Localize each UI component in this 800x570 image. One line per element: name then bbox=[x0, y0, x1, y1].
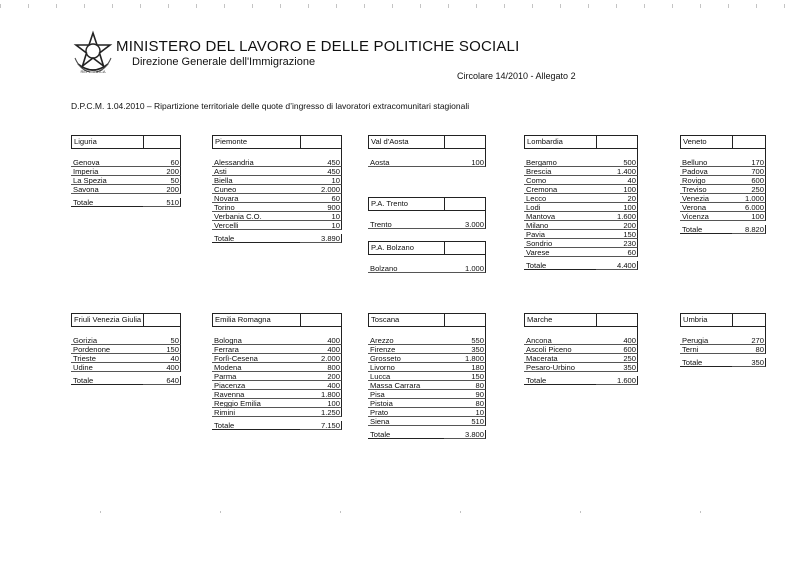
region-table-umbria bbox=[680, 313, 766, 367]
province-name: Massa Carrara bbox=[368, 381, 444, 390]
province-row bbox=[212, 345, 342, 354]
total-value: 3.890 bbox=[300, 234, 342, 243]
total-value: 510 bbox=[143, 198, 181, 207]
province-name: Piacenza bbox=[212, 381, 300, 390]
total-row bbox=[680, 225, 766, 234]
province-row bbox=[212, 381, 342, 390]
total-label: Totale bbox=[524, 261, 596, 270]
province-quota: 600 bbox=[596, 345, 638, 354]
province-row bbox=[524, 230, 638, 239]
province-row bbox=[368, 372, 486, 381]
province-name: Imperia bbox=[71, 167, 143, 176]
province-name: Aosta bbox=[368, 158, 444, 167]
total-label: Totale bbox=[524, 376, 596, 385]
province-quota: 10 bbox=[300, 221, 342, 230]
region-name: Liguria bbox=[71, 136, 143, 148]
province-name: Prato bbox=[368, 408, 444, 417]
province-name: Parma bbox=[212, 372, 300, 381]
province-row bbox=[368, 408, 486, 417]
province-row bbox=[524, 194, 638, 203]
province-quota: 60 bbox=[143, 158, 181, 167]
total-value: 1.600 bbox=[596, 376, 638, 385]
province-name: Como bbox=[524, 176, 596, 185]
province-name: La Spezia bbox=[71, 176, 143, 185]
region-name: Umbria bbox=[680, 314, 732, 326]
province-name: Padova bbox=[680, 167, 732, 176]
province-row bbox=[524, 176, 638, 185]
province-quota: 80 bbox=[444, 399, 486, 408]
province-row bbox=[71, 167, 181, 176]
region-table-lombardia bbox=[524, 135, 638, 270]
province-quota: 40 bbox=[143, 354, 181, 363]
province-quota: 1.600 bbox=[596, 212, 638, 221]
province-quota: 1.000 bbox=[732, 194, 766, 203]
svg-text:REPVBBLICA: REPVBBLICA bbox=[80, 69, 106, 74]
province-quota: 400 bbox=[596, 336, 638, 345]
province-name: Pavia bbox=[524, 230, 596, 239]
province-row bbox=[524, 345, 638, 354]
province-row bbox=[368, 354, 486, 363]
region-name: Lombardia bbox=[524, 136, 596, 148]
region-table-marche bbox=[524, 313, 638, 385]
province-row bbox=[680, 185, 766, 194]
province-name: Grosseto bbox=[368, 354, 444, 363]
total-value: 640 bbox=[143, 376, 181, 385]
province-row bbox=[524, 239, 638, 248]
region-table-liguria bbox=[71, 135, 181, 207]
total-value: 3.800 bbox=[444, 430, 486, 439]
total-row bbox=[524, 376, 638, 385]
province-row bbox=[212, 372, 342, 381]
total-label: Totale bbox=[680, 358, 732, 367]
total-value: 350 bbox=[732, 358, 766, 367]
province-row bbox=[680, 203, 766, 212]
region-table-veneto bbox=[680, 135, 766, 234]
province-quota: 400 bbox=[143, 363, 181, 372]
province-quota: 400 bbox=[300, 381, 342, 390]
province-row bbox=[71, 354, 181, 363]
province-quota: 50 bbox=[143, 336, 181, 345]
total-label: Totale bbox=[212, 421, 300, 430]
total-row bbox=[212, 234, 342, 243]
total-row bbox=[71, 376, 181, 385]
province-name: Vercelli bbox=[212, 221, 300, 230]
province-name: Bologna bbox=[212, 336, 300, 345]
province-name: Udine bbox=[71, 363, 143, 372]
province-quota: 200 bbox=[596, 221, 638, 230]
province-name: Perugia bbox=[680, 336, 732, 345]
province-quota: 230 bbox=[596, 239, 638, 248]
province-name: Ravenna bbox=[212, 390, 300, 399]
province-quota: 200 bbox=[143, 185, 181, 194]
province-quota: 450 bbox=[300, 167, 342, 176]
province-row bbox=[680, 345, 766, 354]
province-name: Torino bbox=[212, 203, 300, 212]
region-name: Val d'Aosta bbox=[368, 136, 444, 148]
province-quota: 10 bbox=[300, 212, 342, 221]
province-quota: 170 bbox=[732, 158, 766, 167]
province-name: Cuneo bbox=[212, 185, 300, 194]
province-name: Venezia bbox=[680, 194, 732, 203]
province-quota: 250 bbox=[732, 185, 766, 194]
province-row bbox=[71, 363, 181, 372]
province-name: Mantova bbox=[524, 212, 596, 221]
province-row bbox=[524, 336, 638, 345]
province-row bbox=[680, 194, 766, 203]
province-name: Bergamo bbox=[524, 158, 596, 167]
region-table-emilia bbox=[212, 313, 342, 430]
province-row bbox=[368, 390, 486, 399]
province-row bbox=[71, 176, 181, 185]
province-quota: 700 bbox=[732, 167, 766, 176]
province-row bbox=[71, 345, 181, 354]
province-row bbox=[524, 354, 638, 363]
province-quota: 60 bbox=[596, 248, 638, 257]
province-quota: 1.250 bbox=[300, 408, 342, 417]
province-quota: 400 bbox=[300, 336, 342, 345]
province-name: Ancona bbox=[524, 336, 596, 345]
province-name: Rovigo bbox=[680, 176, 732, 185]
province-quota: 1.000 bbox=[444, 264, 486, 273]
total-label: Totale bbox=[680, 225, 732, 234]
province-row bbox=[212, 203, 342, 212]
region-table-friuli bbox=[71, 313, 181, 385]
province-name: Livorno bbox=[368, 363, 444, 372]
region-name: P.A. Trento bbox=[368, 198, 444, 210]
province-name: Pisa bbox=[368, 390, 444, 399]
province-row bbox=[212, 336, 342, 345]
province-name: Brescia bbox=[524, 167, 596, 176]
province-row bbox=[368, 363, 486, 372]
province-quota: 100 bbox=[300, 399, 342, 408]
province-row bbox=[680, 158, 766, 167]
province-row bbox=[524, 167, 638, 176]
province-name: Arezzo bbox=[368, 336, 444, 345]
province-row bbox=[368, 399, 486, 408]
region-name: Emilia Romagna bbox=[212, 314, 300, 326]
province-row bbox=[368, 220, 486, 229]
province-row bbox=[368, 158, 486, 167]
province-quota: 500 bbox=[596, 158, 638, 167]
total-row bbox=[680, 358, 766, 367]
province-name: Ascoli Piceno bbox=[524, 345, 596, 354]
province-row bbox=[71, 336, 181, 345]
province-row bbox=[524, 203, 638, 212]
province-row bbox=[212, 390, 342, 399]
total-label: Totale bbox=[71, 198, 143, 207]
province-name: Terni bbox=[680, 345, 732, 354]
province-quota: 20 bbox=[596, 194, 638, 203]
province-name: Trento bbox=[368, 220, 444, 229]
province-quota: 350 bbox=[596, 363, 638, 372]
province-quota: 100 bbox=[596, 203, 638, 212]
region-name: Piemonte bbox=[212, 136, 300, 148]
province-row bbox=[524, 248, 638, 257]
province-row bbox=[368, 381, 486, 390]
province-row bbox=[212, 221, 342, 230]
province-row bbox=[524, 212, 638, 221]
province-name: Biella bbox=[212, 176, 300, 185]
total-label: Totale bbox=[71, 376, 143, 385]
province-row bbox=[212, 158, 342, 167]
province-quota: 350 bbox=[444, 345, 486, 354]
province-name: Pordenone bbox=[71, 345, 143, 354]
province-name: Firenze bbox=[368, 345, 444, 354]
province-name: Bolzano bbox=[368, 264, 444, 273]
province-name: Vicenza bbox=[680, 212, 732, 221]
province-row bbox=[212, 354, 342, 363]
ministry-title: MINISTERO DEL LAVORO E DELLE POLITICHE SOCIALI bbox=[116, 38, 520, 55]
province-name: Gorizia bbox=[71, 336, 143, 345]
province-quota: 80 bbox=[444, 381, 486, 390]
province-name: Trieste bbox=[71, 354, 143, 363]
province-name: Novara bbox=[212, 194, 300, 203]
province-name: Alessandria bbox=[212, 158, 300, 167]
province-row bbox=[212, 176, 342, 185]
province-name: Treviso bbox=[680, 185, 732, 194]
region-table-piemonte bbox=[212, 135, 342, 243]
document-heading: D.P.C.M. 1.04.2010 – Ripartizione territoriale delle quote d’ingresso di lavoratori extracomunitari stagionali bbox=[71, 101, 470, 111]
province-quota: 3.000 bbox=[444, 220, 486, 229]
province-quota: 40 bbox=[596, 176, 638, 185]
province-row bbox=[212, 185, 342, 194]
region-name: P.A. Bolzano bbox=[368, 242, 444, 254]
province-row bbox=[368, 345, 486, 354]
region-name: Marche bbox=[524, 314, 596, 326]
province-quota: 6.000 bbox=[732, 203, 766, 212]
province-quota: 100 bbox=[444, 158, 486, 167]
region-table-trento bbox=[368, 197, 486, 229]
province-row bbox=[524, 158, 638, 167]
province-quota: 60 bbox=[300, 194, 342, 203]
province-quota: 250 bbox=[596, 354, 638, 363]
province-row bbox=[680, 176, 766, 185]
province-quota: 90 bbox=[444, 390, 486, 399]
region-table-toscana bbox=[368, 313, 486, 439]
province-quota: 200 bbox=[300, 372, 342, 381]
total-row bbox=[71, 198, 181, 207]
province-quota: 450 bbox=[300, 158, 342, 167]
province-name: Verbania C.O. bbox=[212, 212, 300, 221]
region-name: Toscana bbox=[368, 314, 444, 326]
province-name: Asti bbox=[212, 167, 300, 176]
total-value: 8.820 bbox=[732, 225, 766, 234]
province-name: Forlì-Cesena bbox=[212, 354, 300, 363]
province-quota: 10 bbox=[444, 408, 486, 417]
province-quota: 550 bbox=[444, 336, 486, 345]
province-name: Siena bbox=[368, 417, 444, 426]
province-name: Sondrio bbox=[524, 239, 596, 248]
scan-noise-bottom bbox=[100, 511, 740, 513]
province-row bbox=[368, 336, 486, 345]
province-quota: 2.000 bbox=[300, 185, 342, 194]
region-name: Friuli Venezia Giulia bbox=[71, 314, 143, 326]
province-row bbox=[71, 158, 181, 167]
province-name: Pistoia bbox=[368, 399, 444, 408]
province-row bbox=[212, 167, 342, 176]
province-name: Lucca bbox=[368, 372, 444, 381]
scan-noise-top bbox=[0, 4, 800, 8]
total-value: 7.150 bbox=[300, 421, 342, 430]
province-name: Varese bbox=[524, 248, 596, 257]
province-quota: 50 bbox=[143, 176, 181, 185]
province-quota: 1.800 bbox=[444, 354, 486, 363]
province-row bbox=[680, 167, 766, 176]
province-quota: 270 bbox=[732, 336, 766, 345]
province-name: Rimini bbox=[212, 408, 300, 417]
province-quota: 200 bbox=[143, 167, 181, 176]
province-name: Macerata bbox=[524, 354, 596, 363]
province-row bbox=[368, 417, 486, 426]
province-name: Verona bbox=[680, 203, 732, 212]
province-quota: 80 bbox=[732, 345, 766, 354]
province-quota: 150 bbox=[143, 345, 181, 354]
province-quota: 1.800 bbox=[300, 390, 342, 399]
province-row bbox=[368, 264, 486, 273]
province-row bbox=[680, 212, 766, 221]
province-quota: 1.400 bbox=[596, 167, 638, 176]
province-row bbox=[524, 221, 638, 230]
province-name: Genova bbox=[71, 158, 143, 167]
province-name: Belluno bbox=[680, 158, 732, 167]
province-name: Savona bbox=[71, 185, 143, 194]
province-row bbox=[680, 336, 766, 345]
province-row bbox=[212, 363, 342, 372]
province-row bbox=[71, 185, 181, 194]
total-label: Totale bbox=[212, 234, 300, 243]
total-row bbox=[212, 421, 342, 430]
region-name: Veneto bbox=[680, 136, 732, 148]
province-quota: 900 bbox=[300, 203, 342, 212]
region-table-valdaosta bbox=[368, 135, 486, 167]
province-row bbox=[212, 212, 342, 221]
province-quota: 600 bbox=[732, 176, 766, 185]
province-quota: 180 bbox=[444, 363, 486, 372]
province-quota: 800 bbox=[300, 363, 342, 372]
province-quota: 510 bbox=[444, 417, 486, 426]
province-name: Ferrara bbox=[212, 345, 300, 354]
circolare-reference: Circolare 14/2010 - Allegato 2 bbox=[457, 71, 576, 81]
province-quota: 400 bbox=[300, 345, 342, 354]
province-quota: 150 bbox=[444, 372, 486, 381]
province-row bbox=[212, 408, 342, 417]
province-row bbox=[212, 194, 342, 203]
province-name: Modena bbox=[212, 363, 300, 372]
province-name: Milano bbox=[524, 221, 596, 230]
province-quota: 100 bbox=[596, 185, 638, 194]
province-row bbox=[524, 363, 638, 372]
province-row bbox=[524, 185, 638, 194]
province-row bbox=[212, 399, 342, 408]
direction-subtitle: Direzione Generale dell'Immigrazione bbox=[132, 56, 316, 68]
province-name: Lodi bbox=[524, 203, 596, 212]
province-name: Reggio Emilia bbox=[212, 399, 300, 408]
total-value: 4.400 bbox=[596, 261, 638, 270]
province-quota: 2.000 bbox=[300, 354, 342, 363]
region-table-bolzano bbox=[368, 241, 486, 273]
total-label: Totale bbox=[368, 430, 444, 439]
total-row bbox=[368, 430, 486, 439]
province-name: Lecco bbox=[524, 194, 596, 203]
province-name: Cremona bbox=[524, 185, 596, 194]
province-quota: 10 bbox=[300, 176, 342, 185]
province-name: Pesaro-Urbino bbox=[524, 363, 596, 372]
province-quota: 150 bbox=[596, 230, 638, 239]
italian-republic-emblem-icon bbox=[72, 30, 114, 74]
total-row bbox=[524, 261, 638, 270]
province-quota: 100 bbox=[732, 212, 766, 221]
